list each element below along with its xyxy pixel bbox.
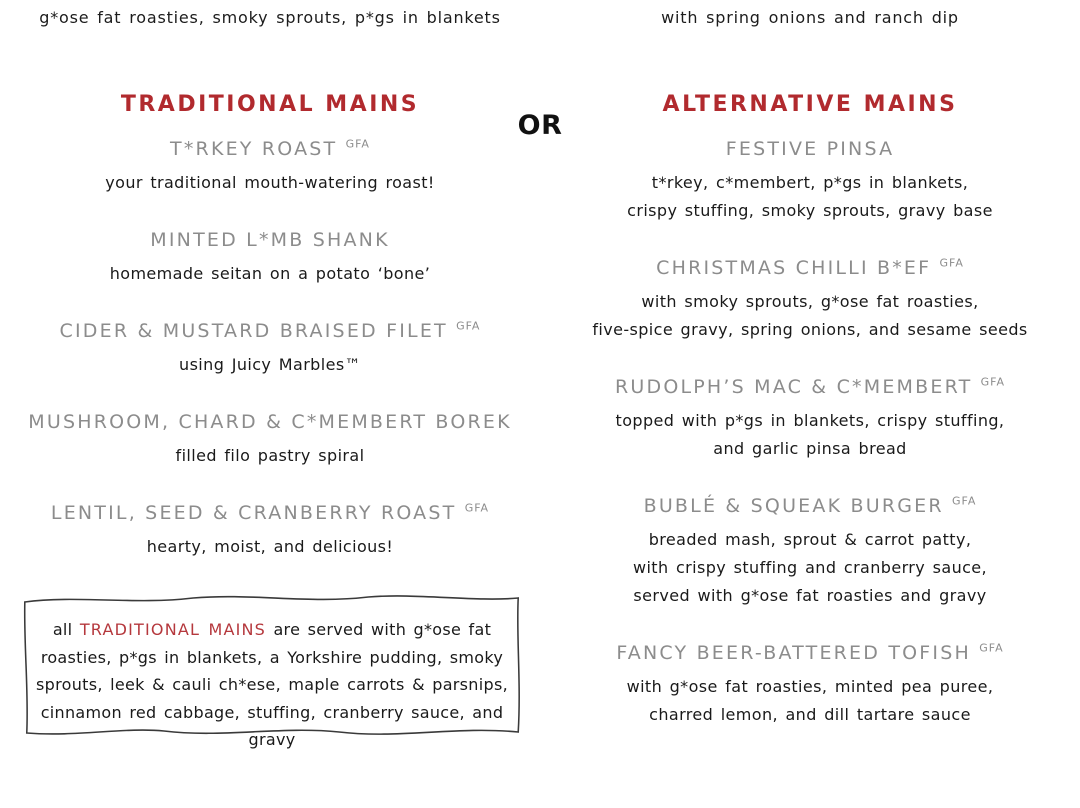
gfa-tag: GFA (980, 375, 1006, 389)
traditional-mains-note-text (28, 616, 516, 754)
dish-description-line: crispy stuffing, smoky sprouts, gravy base (627, 201, 993, 220)
gfa-tag: GFA (345, 137, 370, 151)
dish-name: RUDOLPH’S MAC & C*MEMBERT $^{GFA}$ (614, 375, 1006, 398)
menu-item (0, 500, 540, 561)
menu-item (540, 374, 1080, 463)
dish-description-line: your traditional mouth-watering roast! (105, 173, 435, 192)
dish-name: CIDER & MUSTARD BRAISED FILET $^{GFA}$ (59, 319, 481, 342)
dish-description-line: topped with p*gs in blankets, crispy stuffing, (615, 411, 1005, 430)
gfa-tag: GFA (939, 256, 964, 270)
dish-description-line: filled filo pastry spiral (175, 446, 365, 465)
traditional-mains-list (0, 136, 540, 561)
note-prefix: all (52, 620, 73, 639)
menu-item (540, 493, 1080, 610)
dish-description-line: homemade seitan on a potato ‘bone’ (109, 264, 431, 283)
dish-name: CHRISTMAS CHILLI B*EF $^{GFA}$ (656, 256, 964, 279)
menu-item (540, 640, 1080, 729)
menu-item (0, 227, 540, 288)
gfa-tag: GFA (952, 494, 977, 508)
traditional-mains-note-box (18, 591, 526, 749)
gfa-tag: GFA (464, 501, 490, 515)
carryover-line-left: g*ose fat roasties, smoky sprouts, p*gs in blankets (39, 8, 501, 27)
dish-description-line: with g*ose fat roasties, minted pea puree, (626, 677, 994, 696)
menu-item (540, 255, 1080, 344)
traditional-mains-heading: TRADITIONAL MAINS (120, 92, 420, 117)
dish-description-line: five-spice gravy, spring onions, and sesame seeds (592, 320, 1028, 339)
alternative-mains-list (540, 136, 1080, 729)
menu-item (0, 409, 540, 470)
dish-name: MINTED L*MB SHANK (150, 229, 390, 251)
alternative-mains-column (540, 0, 1080, 808)
dish-description-line: and garlic pinsa bread (713, 439, 907, 458)
dish-name: MUSHROOM, CHARD & C*MEMBERT BOREK (28, 411, 512, 433)
dish-description-line: t*rkey, c*membert, p*gs in blankets, (651, 173, 969, 192)
carryover-line-right: with spring onions and ranch dip (661, 8, 959, 27)
menu-item (0, 318, 540, 379)
or-separator-label: OR (517, 110, 563, 141)
gfa-tag: GFA (456, 319, 481, 333)
dish-name: FANCY BEER-BATTERED TOFISH $^{GFA}$ (616, 641, 1004, 664)
dish-description-line: served with g*ose fat roasties and gravy (633, 586, 987, 605)
dish-description-line: using Juicy Marbles™ (179, 355, 361, 374)
alternative-mains-heading: ALTERNATIVE MAINS (662, 92, 958, 117)
dish-name: T*RKEY ROAST $^{GFA}$ (170, 137, 370, 160)
dish-description-line: charred lemon, and dill tartare sauce (649, 705, 971, 724)
note-rest: are served with g*ose fat roasties, p*gs in blankets, a Yorkshire pudding, smoky sprouts, leek & cauli ch*ese, maple carrots & parsnips, cinnamon red cabbage, stuffing, cranberry sauce, and gravy (36, 620, 508, 749)
menu-item (540, 136, 1080, 225)
gfa-tag: GFA (979, 641, 1004, 655)
dish-name: FESTIVE PINSA (725, 138, 895, 160)
dish-name: LENTIL, SEED & CRANBERRY ROAST $^{GFA}$ (50, 501, 490, 524)
dish-description-line: hearty, moist, and delicious! (146, 537, 394, 556)
dish-description-line: breaded mash, sprout & carrot patty, (648, 530, 972, 549)
note-highlight: TRADITIONAL MAINS (79, 620, 267, 639)
menu-item (0, 136, 540, 197)
dish-description-line: with smoky sprouts, g*ose fat roasties, (641, 292, 979, 311)
dish-name: BUBLÉ & SQUEAK BURGER $^{GFA}$ (643, 494, 977, 517)
dish-description-line: with crispy stuffing and cranberry sauce, (632, 558, 988, 577)
